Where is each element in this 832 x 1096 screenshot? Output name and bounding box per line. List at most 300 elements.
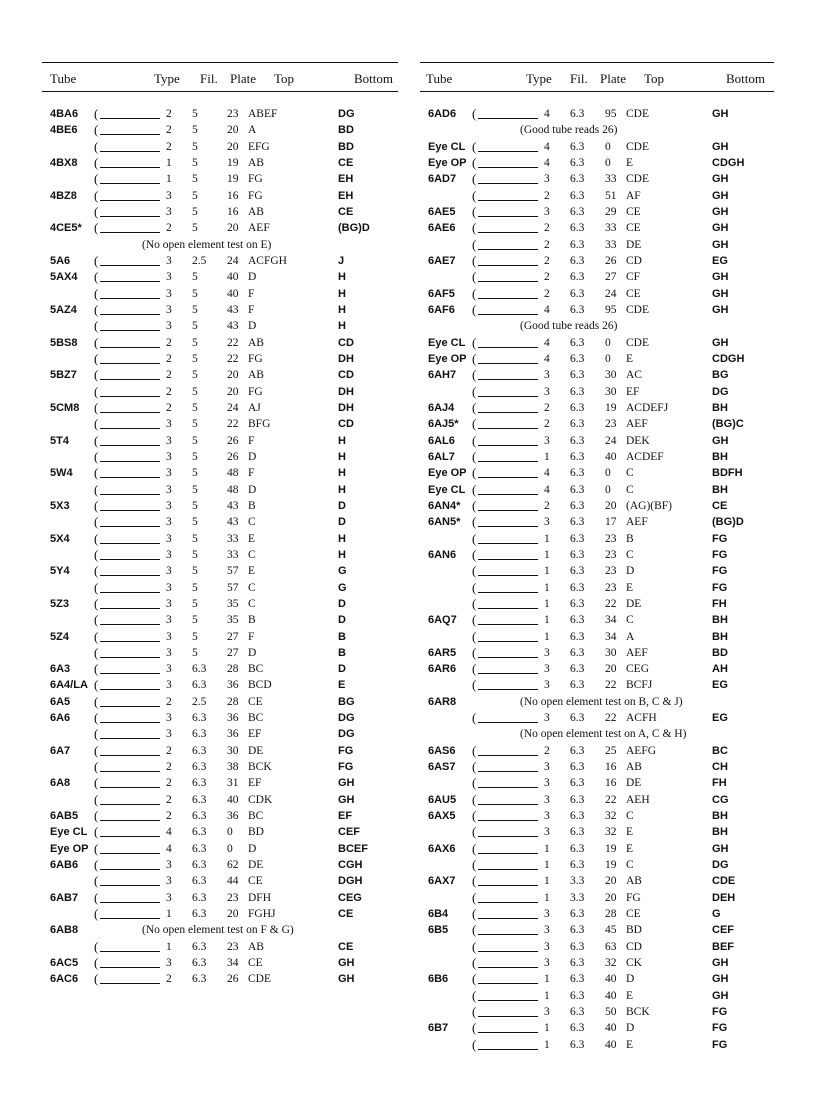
test-note: (No open element test on A, C & H) [520,728,687,741]
plate-value: 0 [605,140,611,153]
plate-value: 28 [227,695,239,708]
top-value: CDE [626,108,649,120]
plate-value: 50 [605,1006,617,1019]
table-row [42,661,398,677]
type-value: 3 [166,875,172,888]
type-value: 3 [166,663,172,676]
fil-value: 6.3 [192,712,207,725]
tube-name: 6A4/LA [50,679,88,692]
table-row [420,269,774,285]
leader-line [478,526,538,527]
fil-value: 5 [192,173,198,186]
leader-line [100,951,160,952]
fil-value: 5 [192,483,198,496]
table-row [42,759,398,775]
table-row [420,237,774,253]
bottom-value: DG [338,712,355,725]
top-value: DE [626,777,642,790]
table-row [420,955,774,971]
section-bracket: ( [94,906,99,922]
plate-value: 22 [605,597,617,610]
top-value: C [626,483,634,496]
table-row [420,645,774,661]
table-row [42,955,398,971]
table-row [420,906,774,922]
leader-line [478,853,538,854]
leader-line [478,265,538,266]
leader-line [100,151,160,152]
table-row [42,171,398,187]
tube-name: 5Z4 [50,630,69,643]
fil-value: 6.3 [192,842,207,855]
section-bracket: ( [472,416,477,432]
leader-line [478,885,538,886]
bottom-value: G [338,581,347,594]
section-bracket: ( [472,285,477,301]
leader-line [478,804,538,805]
type-value: 3 [166,516,172,529]
top-value: E [626,842,634,855]
type-value: 1 [544,597,550,610]
leader-line [100,575,160,576]
fil-value: 5 [192,401,198,414]
type-value: 3 [166,728,172,741]
leader-line [478,477,538,478]
leader-line [478,363,538,364]
fil-value: 5 [192,271,198,284]
leader-line [100,706,160,707]
fil-value: 6.3 [192,940,207,953]
plate-value: 32 [605,957,617,970]
leader-line [478,445,538,446]
section-bracket: ( [94,530,99,546]
leader-line [478,755,538,756]
top-value: D [248,271,257,284]
bottom-value: H [338,532,346,545]
top-value: F [248,303,255,316]
table-row [420,612,774,628]
tube-name: 6AN5* [428,516,461,529]
table-row [420,922,774,938]
tube-name: Eye CL [50,826,88,839]
section-bracket: ( [472,399,477,415]
plate-value: 24 [227,401,239,414]
type-value: 3 [166,859,172,872]
fil-value: 2.5 [192,254,207,267]
plate-value: 16 [227,205,239,218]
tube-name: 6AB5 [50,810,79,823]
leader-line [100,347,160,348]
leader-line [478,151,538,152]
bottom-value: BH [712,614,728,627]
bottom-value: G [338,565,347,578]
bottom-value: EH [338,173,354,186]
tube-name: 6AB6 [50,859,79,872]
tube-name: 6AN6 [428,548,457,561]
type-value: 2 [544,287,550,300]
type-value: 3 [166,320,172,333]
table-row [42,302,398,318]
bottom-value: EF [338,810,353,823]
bottom-value: (BG)D [338,222,370,235]
fil-value: 5 [192,646,198,659]
section-bracket: ( [472,791,477,807]
type-value: 3 [544,646,550,659]
plate-value: 33 [227,532,239,545]
plate-value: 43 [227,516,239,529]
header-tube: Tube [50,71,77,86]
type-value: 3 [166,205,172,218]
top-value: EFG [248,140,270,153]
plate-value: 0 [605,467,611,480]
table-row [42,498,398,514]
type-value: 3 [544,1006,550,1019]
fil-value: 5 [192,205,198,218]
bottom-value: CE [338,156,354,169]
fil-value: 6.3 [192,663,207,676]
leader-line [478,1000,538,1001]
section-bracket: ( [472,236,477,252]
type-value: 3 [544,516,550,529]
table-row [42,253,398,269]
type-value: 1 [166,173,172,186]
header-top: Top [644,71,665,86]
fil-value: 6.3 [192,777,207,790]
left-table-header [42,62,398,92]
type-value: 1 [544,891,550,904]
type-value: 3 [544,908,550,921]
table-row [42,645,398,661]
section-bracket: ( [472,661,477,677]
fil-value: 6.3 [570,859,585,872]
top-value: ABEF [248,108,278,120]
bottom-value: GH [712,205,729,218]
plate-value: 27 [227,630,239,643]
top-value: E [626,352,634,365]
bottom-value: GH [712,108,729,120]
fil-value: 6.3 [570,369,585,382]
top-value: BCK [248,761,272,774]
leader-line [100,559,160,560]
tube-name: 6AF5 [428,287,455,300]
leader-line [478,543,538,544]
top-value: F [248,287,255,300]
fil-value: 5 [192,385,198,398]
bottom-value: BCEF [338,842,368,855]
table-row [42,188,398,204]
fil-value: 6.3 [570,352,585,365]
top-value: BCK [626,1006,650,1019]
plate-value: 20 [605,663,617,676]
table-row [42,922,398,938]
leader-line [100,771,160,772]
leader-line [478,722,538,723]
tube-name: 6AR5 [428,646,457,659]
leader-line [100,216,160,217]
table-row [42,367,398,383]
type-value: 3 [544,369,550,382]
tube-name: 4BE6 [50,124,78,137]
type-value: 2 [166,140,172,153]
tube-name: 6AB8 [50,924,79,937]
leader-line [100,281,160,282]
plate-value: 24 [605,287,617,300]
section-bracket: ( [472,889,477,905]
right-table-body [420,106,774,1053]
bottom-value: B [338,646,346,659]
section-bracket: ( [472,595,477,611]
section-bracket: ( [94,546,99,562]
bottom-value: BH [712,826,728,839]
fil-value: 6.3 [570,434,585,447]
top-value: CDE [626,336,649,349]
fil-value: 6.3 [570,532,585,545]
plate-value: 24 [227,254,239,267]
bottom-value: H [338,434,346,447]
leader-line [478,951,538,952]
bottom-value: FG [712,532,728,545]
table-row [420,710,774,726]
bottom-value: GH [712,957,729,970]
tube-name: 5BS8 [50,336,78,349]
bottom-value: J [338,254,345,267]
section-bracket: ( [472,383,477,399]
leader-line [100,902,160,903]
type-value: 3 [166,303,172,316]
fil-value: 6.3 [570,924,585,937]
bottom-value: GH [712,238,729,251]
top-value: C [626,548,634,561]
plate-value: 17 [605,516,617,529]
fil-value: 5 [192,303,198,316]
leader-line [100,167,160,168]
leader-line [100,738,160,739]
plate-value: 95 [605,303,617,316]
leader-line [478,624,538,625]
type-value: 4 [544,352,550,365]
tube-name: Eye CL [428,140,466,153]
fil-value: 5 [192,532,198,545]
top-value: A [626,630,635,643]
fil-value: 5 [192,140,198,153]
top-value: C [248,516,256,529]
plate-value: 0 [605,156,611,169]
leader-line [478,983,538,984]
plate-value: 33 [605,222,617,235]
tube-name: 5AX4 [50,271,78,284]
leader-line [478,787,538,788]
type-value: 2 [166,695,172,708]
section-bracket: ( [94,187,99,203]
type-value: 4 [544,467,550,480]
tube-name: 6AL7 [428,450,455,463]
type-value: 3 [166,712,172,725]
leader-line [478,902,538,903]
top-value: D [626,565,635,578]
plate-value: 40 [605,1022,617,1035]
fil-value: 6.3 [570,565,585,578]
fil-value: 5 [192,614,198,627]
type-value: 1 [544,1022,550,1035]
table-row [42,580,398,596]
leader-line [100,592,160,593]
tube-name: 6AS6 [428,744,456,757]
leader-line [100,869,160,870]
fil-value: 5 [192,336,198,349]
type-value: 1 [544,973,550,986]
fil-value: 6.3 [192,744,207,757]
section-bracket: ( [472,269,477,285]
fil-value: 5 [192,108,198,120]
plate-value: 20 [227,222,239,235]
table-row [420,939,774,955]
leader-line [100,265,160,266]
section-bracket: ( [472,612,477,628]
top-value: BD [248,826,264,839]
section-bracket: ( [472,1036,477,1052]
header-fil: Fil. [200,71,218,86]
bottom-value: DG [712,385,729,398]
fil-value: 6.3 [192,957,207,970]
fil-value: 5 [192,630,198,643]
leader-line [100,885,160,886]
type-value: 3 [166,434,172,447]
section-bracket: ( [94,154,99,170]
tube-name: 6AX5 [428,810,456,823]
fil-value: 6.3 [570,777,585,790]
bottom-value: GH [712,189,729,202]
bottom-value: H [338,320,346,333]
top-value: B [626,532,634,545]
table-row [420,433,774,449]
leader-line [478,869,538,870]
leader-line [100,853,160,854]
fil-value: 6.3 [570,516,585,529]
test-note: (Good tube reads 26) [520,320,618,333]
leader-line [100,232,160,233]
section-bracket: ( [472,579,477,595]
plate-value: 26 [227,450,239,463]
bottom-value: CE [338,908,354,921]
top-value: FG [248,189,263,202]
top-value: BC [248,712,264,725]
leader-line [100,543,160,544]
tube-name: 6B5 [428,924,449,937]
fil-value: 5 [192,499,198,512]
type-value: 3 [166,679,172,692]
plate-value: 29 [605,205,617,218]
top-value: E [248,565,256,578]
plate-value: 35 [227,614,239,627]
section-bracket: ( [94,971,99,987]
bottom-value: FH [712,777,727,790]
bottom-value: GH [712,140,729,153]
plate-value: 31 [227,777,239,790]
leader-line [100,755,160,756]
top-value: E [626,989,634,1002]
section-bracket: ( [94,367,99,383]
tube-name: 6A5 [50,695,71,708]
bottom-value: BG [338,695,355,708]
section-bracket: ( [472,955,477,971]
tube-name: 6AL6 [428,434,455,447]
top-value: D [248,646,257,659]
top-value: DEK [626,434,650,447]
bottom-value: H [338,483,346,496]
bottom-value: H [338,271,346,284]
bottom-value: FG [712,581,728,594]
plate-value: 34 [605,614,617,627]
tube-name: 4BZ8 [50,189,77,202]
table-row [42,465,398,481]
type-value: 3 [166,581,172,594]
section-bracket: ( [94,399,99,415]
section-bracket: ( [472,154,477,170]
fil-value: 6.3 [192,908,207,921]
tube-name: 6AH7 [428,369,457,382]
tube-name: 6AU5 [428,793,457,806]
table-row [42,743,398,759]
plate-value: 20 [605,499,617,512]
header-bottom: Bottom [726,71,766,86]
top-value: BD [626,924,642,937]
top-value: CE [626,205,641,218]
plate-value: 23 [227,940,239,953]
bottom-value: CE [338,940,354,953]
fil-value: 6.3 [570,712,585,725]
fil-value: 6.3 [570,450,585,463]
type-value: 2 [166,793,172,806]
table-row [42,726,398,742]
section-bracket: ( [94,808,99,824]
bottom-value: D [338,614,346,627]
type-value: 3 [166,597,172,610]
plate-value: 40 [227,287,239,300]
plate-value: 33 [605,173,617,186]
section-bracket: ( [94,955,99,971]
tube-name: 5T4 [50,434,69,447]
fil-value: 6.3 [570,336,585,349]
bottom-value: BH [712,450,728,463]
top-value: FGHJ [248,908,276,921]
section-bracket: ( [94,350,99,366]
type-value: 2 [166,336,172,349]
table-row [420,988,774,1004]
top-value: DFH [248,891,272,904]
type-value: 1 [544,842,550,855]
top-value: BC [248,663,264,676]
top-value: DE [248,744,264,757]
plate-value: 32 [605,826,617,839]
fil-value: 6.3 [192,679,207,692]
type-value: 4 [544,336,550,349]
section-bracket: ( [94,693,99,709]
table-row [420,367,774,383]
fil-value: 6.3 [570,418,585,431]
bottom-value: BH [712,483,728,496]
bottom-value: AH [712,663,728,676]
leader-line [478,216,538,217]
leader-line [100,787,160,788]
bottom-value: CD [338,369,354,382]
section-bracket: ( [472,203,477,219]
leader-line [478,249,538,250]
fil-value: 3.3 [570,875,585,888]
plate-value: 23 [227,891,239,904]
section-bracket: ( [94,383,99,399]
section-bracket: ( [94,334,99,350]
top-value: AB [248,156,264,169]
